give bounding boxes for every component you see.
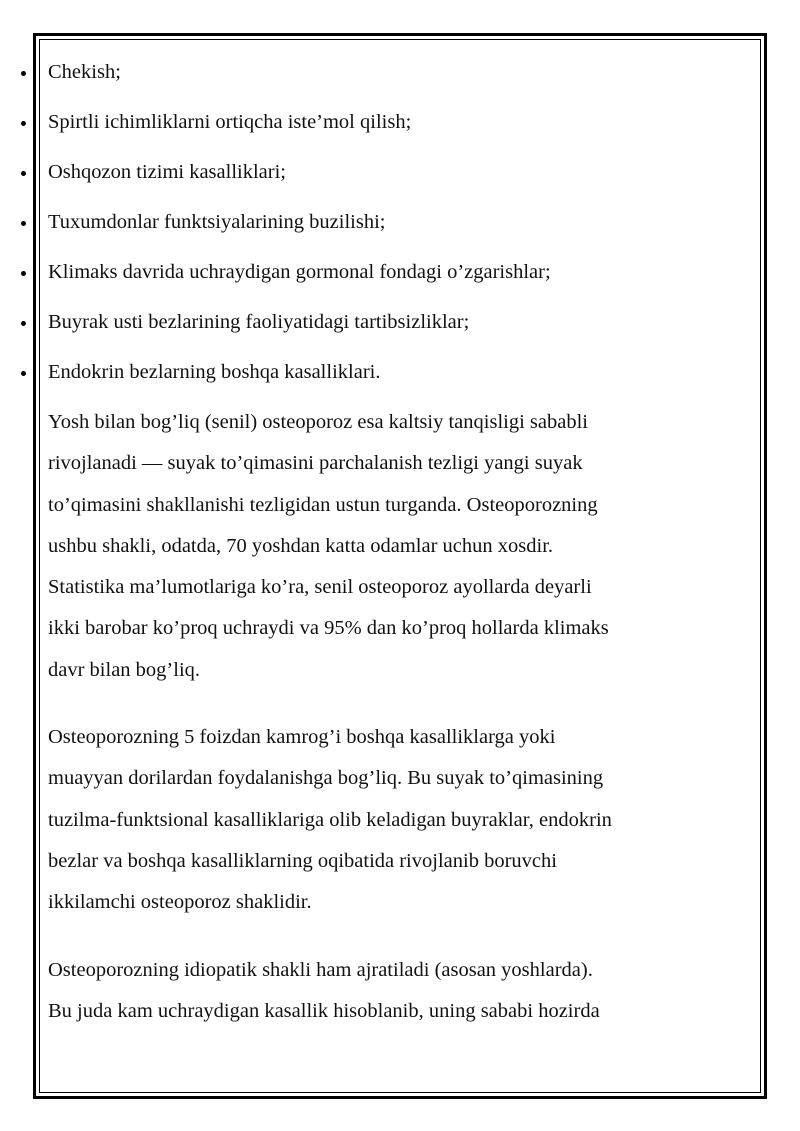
paragraph-line: to’qimasini shakllanishi tezligidan ustun turganda. Osteoporozning	[48, 493, 598, 516]
paragraph-idiopathic-osteoporosis	[48, 950, 748, 1033]
bullet-icon	[21, 371, 26, 376]
page-content	[48, 52, 748, 1032]
bullet-icon	[21, 171, 26, 176]
list-item-text: Chekish;	[48, 61, 121, 83]
list-item	[48, 52, 748, 102]
paragraph-secondary-osteoporosis	[48, 717, 748, 923]
paragraph-line: bezlar va boshqa kasalliklarning oqibatida rivojlanib boruvchi	[48, 849, 557, 872]
paragraph-line: Osteoporozning 5 foizdan kamrog’i boshqa kasalliklarga yoki	[48, 726, 556, 749]
list-item-text: Endokrin bezlarning boshqa kasalliklari.	[48, 361, 381, 383]
paragraph-line: Bu juda kam uchraydigan kasallik hisoblanib, uning sababi hozirda	[48, 999, 600, 1022]
paragraph-senile-osteoporosis	[48, 402, 748, 691]
list-item	[48, 252, 748, 302]
paragraph-line: muayyan dorilardan foydalanishga bog’liq. Bu suyak to’qimasining	[48, 767, 604, 790]
paragraph-line: ikki barobar ko’proq uchraydi va 95% dan ko’proq hollarda klimaks	[48, 617, 609, 640]
paragraph-line: ikkilamchi osteoporoz shaklidir.	[48, 891, 312, 914]
risk-factor-list	[48, 52, 748, 402]
bullet-icon	[21, 271, 26, 276]
bullet-icon	[21, 321, 26, 326]
bullet-icon	[21, 221, 26, 226]
paragraph-line: Statistika ma’lumotlariga ko’ra, senil osteoporoz ayollarda deyarli	[48, 576, 592, 599]
list-item	[48, 202, 748, 252]
paragraph-line: rivojlanadi — suyak to’qimasini parchalanish tezligi yangi suyak	[48, 452, 583, 475]
bullet-icon	[21, 121, 26, 126]
paragraph-line: ushbu shakli, odatda, 70 yoshdan katta odamlar uchun xosdir.	[48, 534, 554, 557]
paragraph-line: Yosh bilan bog’liq (senil) osteoporoz esa kaltsiy tanqisligi sababli	[48, 411, 588, 433]
list-item-text: Klimaks davrida uchraydigan gormonal fondagi o’zgarishlar;	[48, 261, 551, 283]
list-item-text: Oshqozon tizimi kasalliklari;	[48, 161, 286, 183]
paragraph-line: Osteoporozning idiopatik shakli ham ajratiladi (asosan yoshlarda).	[48, 958, 593, 981]
paragraph-line: tuzilma-funktsional kasalliklariga olib keladigan buyraklar, endokrin	[48, 808, 612, 831]
list-item-text: Tuxumdonlar funktsiyalarining buzilishi;	[48, 211, 386, 233]
list-item	[48, 302, 748, 352]
list-item	[48, 152, 748, 202]
list-item-text: Buyrak usti bezlarining faoliyatidagi tartibsizliklar;	[48, 311, 470, 333]
list-item	[48, 102, 748, 152]
bullet-icon	[21, 71, 26, 76]
paragraph-line: davr bilan bog’liq.	[48, 658, 201, 681]
list-item-text: Spirtli ichimliklarni ortiqcha iste’mol qilish;	[48, 111, 412, 133]
list-item	[48, 352, 748, 402]
